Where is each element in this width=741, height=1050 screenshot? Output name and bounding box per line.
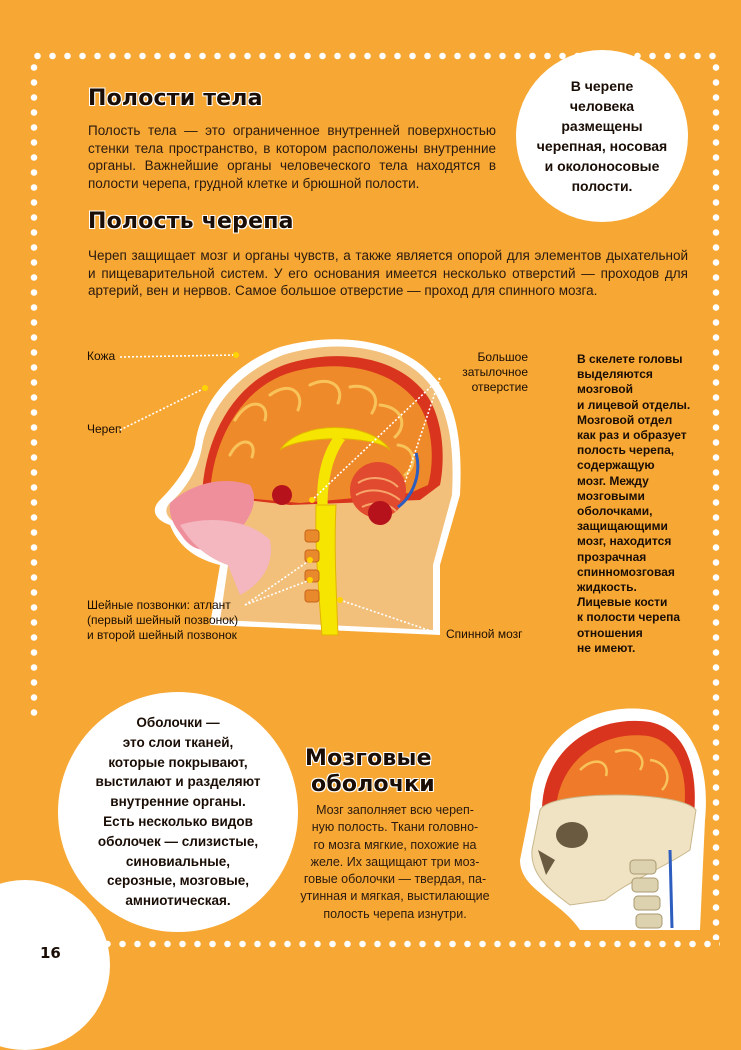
section-title-cranial-cavity: Полость черепа <box>88 209 294 234</box>
sidenote-line: выделяются <box>577 367 653 382</box>
callout-top-line: полости. <box>571 178 633 194</box>
callout-bottom-line: оболочек — слизистые, <box>97 833 259 849</box>
leader-vertebrae-1 <box>245 560 310 605</box>
leader-spinal-cord <box>340 600 440 634</box>
label-foramen-line: отверстие <box>471 380 528 394</box>
sidenote-line: и лицевой отделы. <box>577 397 691 412</box>
sidenote-line: жидкость. <box>577 580 637 595</box>
sidenote-line: к полости черепа <box>577 610 681 625</box>
section-title-meninges <box>305 746 435 798</box>
sidenote-line: содержащую <box>577 458 655 473</box>
section-text-body-cavities: Полость тела — это ограниченное внутренней поверхностью стенки тела пространство, в котором расположены внутренние органы. Важнейшие органы человеческого тела находятся в полости черепа, грудной клетке и брюшной полости. <box>88 123 496 191</box>
callout-bottom-line: которые покрывают, <box>108 754 248 770</box>
leader-foramen-2 <box>405 378 440 482</box>
label-spinal-cord: Спинной мозг <box>446 627 523 641</box>
callout-bottom-line: серозные, мозговые, <box>106 873 250 889</box>
label-foramen-line: затылочное <box>462 365 528 379</box>
callout-top-line: В черепе <box>570 78 634 94</box>
sidenote-skull-parts <box>577 352 707 656</box>
sidenote-line: спинномозговая <box>577 564 675 579</box>
sidenote-line: Мозговой отдел <box>577 412 673 427</box>
leader-skull <box>120 388 205 430</box>
page-number: 16 <box>40 944 61 962</box>
label-vertebrae-line: и второй шейный позвонок <box>87 628 237 642</box>
sidenote-line: полость черепа, <box>577 443 675 458</box>
sidenote-line: как раз и образует <box>577 428 687 443</box>
section-text-meninges <box>282 802 508 923</box>
sidenote-line: не имеют. <box>577 640 636 655</box>
label-skin: Кожа <box>87 349 116 363</box>
callout-bottom-line: амниотическая. <box>125 893 231 909</box>
leader-foramen-1 <box>312 378 440 500</box>
sidenote-line: оболочками, <box>577 504 653 519</box>
label-skull: Череп <box>87 422 122 436</box>
sidenote-line: мозг. Между <box>577 473 649 488</box>
callout-bottom-line: выстилают и разделяют <box>95 774 261 790</box>
skull-meninges-illustration <box>510 700 710 940</box>
callout-circle-membranes <box>58 692 298 932</box>
sidenote-line: мозг, находится <box>577 534 672 549</box>
meninges-text-line: го мозга мягкие, похожие на <box>313 837 477 852</box>
callout-bottom-line: Оболочки — <box>136 715 220 731</box>
meninges-text-line: полость черепа изнутри. <box>323 906 467 921</box>
sidenote-line: мозговыми <box>577 488 645 503</box>
sidenote-line: прозрачная <box>577 549 647 564</box>
meninges-text-line: говые оболочки — твердая, па- <box>303 872 487 887</box>
leader-skin <box>120 355 236 357</box>
label-vertebrae-line: (первый шейный позвонок) <box>87 613 239 627</box>
section-title-line: оболочки <box>311 772 435 797</box>
section-title-line: Мозговые <box>305 746 432 771</box>
leader-vertebrae-2 <box>245 580 310 605</box>
section-text-cranial-cavity: Череп защищает мозг и органы чувств, а также является опорой для элементов дыхательной и пищеварительной систем. У его основания имеется несколько отверстий — проходов для артерий, вен и нервов. Самое большое отверстие — проход для спинного мозга. <box>88 248 688 298</box>
section-title-body-cavities: Полости тела <box>88 86 263 111</box>
label-vertebrae-line: Шейные позвонки: атлант <box>87 598 231 612</box>
callout-top-line: и околоносовые <box>544 158 660 174</box>
sidenote-line: мозговой <box>577 382 633 397</box>
callout-top-line: человека <box>569 98 635 114</box>
callout-top-line: черепная, носовая <box>536 138 668 154</box>
meninges-text-line: желе. Их защищают три моз- <box>310 854 480 869</box>
sidenote-line: отношения <box>577 625 643 640</box>
meninges-text-line: ную полость. Ткани головно- <box>311 820 479 835</box>
meninges-text-line: утинная и мягкая, выстилающие <box>300 889 490 904</box>
callout-bottom-line: внутренние органы. <box>110 794 246 810</box>
meninges-text-line: Мозг заполняет всю череп- <box>316 803 474 817</box>
callout-top-line: размещены <box>561 118 643 134</box>
sidenote-line: защищающими <box>577 519 668 534</box>
callout-bottom-line: это слои тканей, <box>122 734 234 750</box>
callout-bottom-line: Есть несколько видов <box>103 814 253 829</box>
sidenote-line: В скелете головы <box>577 352 683 366</box>
label-foramen-line: Большое <box>477 350 528 364</box>
sidenote-line: Лицевые кости <box>577 595 668 610</box>
callout-bottom-line: синовиальные, <box>125 853 231 869</box>
